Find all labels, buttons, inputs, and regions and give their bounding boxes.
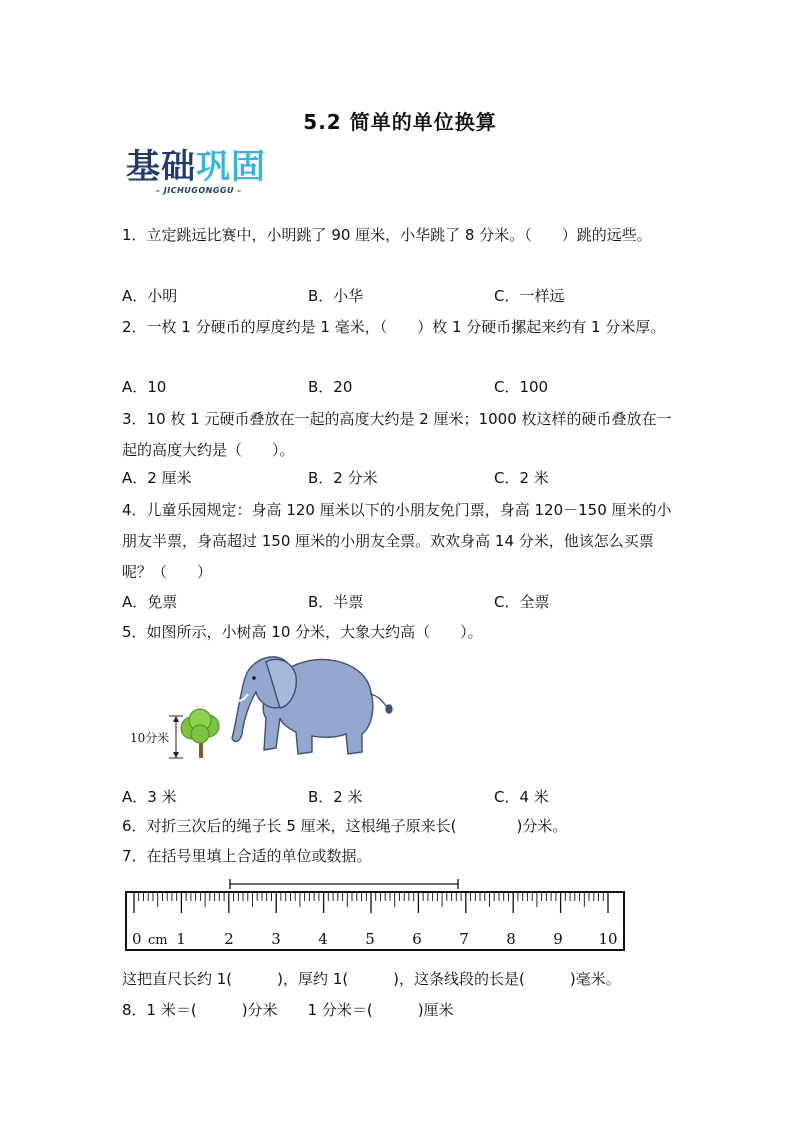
option-b: B．2 米	[308, 788, 363, 806]
question-6: 6．对折三次后的绳子长 5 厘米，这根绳子原来长( )分米。	[122, 817, 568, 835]
option-a: A．3 米	[122, 788, 177, 806]
ruler-label-2: 2	[224, 930, 234, 948]
option-c: C．一样远	[494, 287, 565, 305]
logo-subtitle: – JICHUGONGGU –	[156, 186, 242, 195]
logo-text: 基础巩固	[126, 147, 266, 187]
ruler-label-4: 4	[318, 930, 328, 948]
elephant-tree-figure	[126, 648, 406, 766]
ruler-zero-label: 0	[132, 930, 142, 948]
section-logo	[126, 148, 268, 196]
tree-height-label: 10分米	[130, 731, 170, 745]
question-3: 3．10 枚 1 元硬币叠放在一起的高度大约是 2 厘米；1000 枚这样的硬币叠放在一起的高度大约是（ ）。	[122, 410, 672, 459]
option-c: C．4 米	[494, 788, 549, 806]
question-7-fill-line: 这把直尺长约 1( )，厚约 1( )，这条线段的长是( )毫米。	[122, 970, 621, 988]
option-b: B．小华	[308, 287, 364, 305]
question-7: 7．在括号里填上合适的单位或数据。	[122, 847, 372, 865]
option-a: A．2 厘米	[122, 469, 192, 487]
ruler-label-7: 7	[459, 930, 469, 948]
option-a: A．10	[122, 378, 167, 396]
ruler-label-6: 6	[412, 930, 422, 948]
ruler-label-5: 5	[365, 930, 375, 948]
tree-icon	[181, 709, 219, 758]
question-3-options	[122, 465, 682, 491]
option-b: B．半票	[308, 593, 364, 611]
option-a: A．小明	[122, 287, 178, 305]
question-2: 2．一枚 1 分硬币的厚度约是 1 毫米，（ ）枚 1 分硬币摞起来约有 1 分米厚。	[122, 318, 666, 336]
elephant-icon	[232, 657, 392, 754]
arrow-up-icon	[173, 716, 179, 722]
page-title: 5.2 简单的单位换算	[303, 110, 497, 134]
ruler-label-9: 9	[553, 930, 563, 948]
ruler-svg	[124, 876, 628, 954]
option-c: C．2 米	[494, 469, 549, 487]
option-b: B．2 分米	[308, 469, 378, 487]
option-c: C．全票	[494, 593, 550, 611]
ruler-figure	[124, 876, 628, 954]
ruler-label-3: 3	[271, 930, 281, 948]
ruler-label-1: 1	[176, 930, 186, 948]
question-1: 1．立定跳远比赛中，小明跳了 90 厘米，小华跳了 8 分米。（ ）跳的远些。	[122, 226, 652, 244]
question-5: 5．如图所示，小树高 10 分米，大象大约高（ ）。	[122, 623, 483, 641]
option-a: A．免票	[122, 593, 178, 611]
question-4-options	[122, 589, 682, 615]
elephant-figure-svg	[126, 648, 406, 766]
question-1-options	[122, 283, 682, 309]
question-2-options	[122, 374, 682, 400]
option-c: C．100	[494, 378, 549, 396]
question-4: 4．儿童乐园规定：身高 120 厘米以下的小朋友免门票，身高 120－150 厘米的小朋友半票，身高超过 150 厘米的小朋友全票。欢欢身高 14 分米，他该怎么买票呢？（ ）	[122, 501, 672, 581]
option-b: B．20	[308, 378, 353, 396]
ruler-label-8: 8	[506, 930, 516, 948]
arrow-down-icon	[173, 752, 179, 758]
ruler-unit-label: cm	[148, 933, 168, 948]
question-5-options	[122, 784, 682, 810]
question-8: 8．1 米＝( )分米 1 分米＝( )厘米	[122, 1001, 454, 1019]
ruler-label-10: 10	[598, 930, 618, 948]
